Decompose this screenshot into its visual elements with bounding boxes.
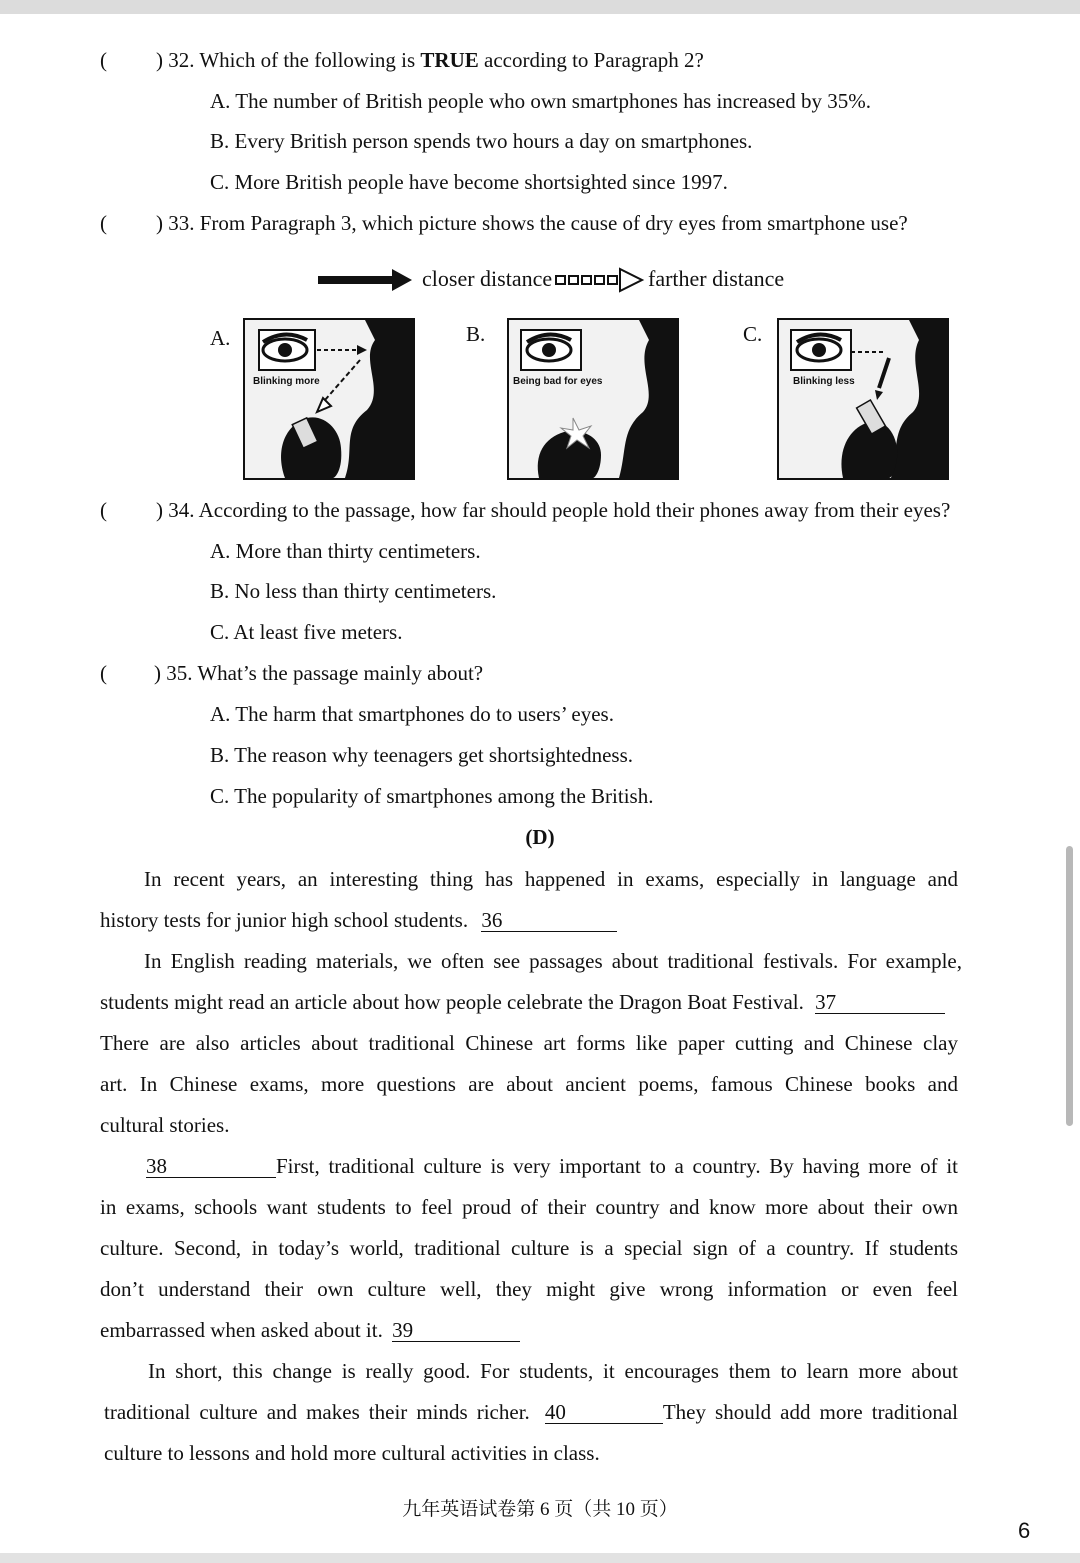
question-33-stem: ) 33. From Paragraph 3, which picture shows the cause of dry eyes from smartphone use? bbox=[156, 211, 908, 235]
picture-b-illustration bbox=[509, 320, 677, 478]
question-32-stem bbox=[156, 47, 704, 73]
passage-p2-line3: There are also articles about traditional Chinese art forms like paper cutting and Chinese clay bbox=[100, 1031, 958, 1055]
passage-p3-line5-text: embarrassed when asked about it. bbox=[100, 1318, 383, 1342]
blank-36[interactable]: 36 bbox=[481, 909, 617, 932]
picture-c[interactable] bbox=[777, 318, 949, 480]
answer-paren-32[interactable]: ( bbox=[100, 48, 107, 72]
question-34-option-c: C. At least five meters. bbox=[210, 620, 403, 644]
picture-c-illustration bbox=[779, 320, 947, 478]
page-footer: 九年英语试卷第 6 页（共 10 页） bbox=[402, 1499, 678, 1520]
question-32-option-c: C. More British people have become shortsighted since 1997. bbox=[210, 170, 728, 194]
question-34-stem: ) 34. According to the passage, how far should people hold their phones away from their eyes? bbox=[156, 498, 951, 522]
solid-arrow-icon bbox=[318, 266, 414, 294]
passage-p3-line4: don’t understand their own culture well, they might give wrong information or even feel bbox=[100, 1277, 958, 1301]
passage-p2-line1: In English reading materials, we often see passages about traditional festivals. For example, bbox=[144, 949, 962, 973]
blank-40[interactable]: 40 bbox=[545, 1401, 663, 1424]
passage-p3-line2: in exams, schools want students to feel proud of their country and know more about their own bbox=[100, 1195, 958, 1219]
passage-p3-line1 bbox=[146, 1153, 958, 1179]
passage-p4-line2b-text: They should add more traditional bbox=[662, 1400, 959, 1424]
blank-37[interactable]: 37 bbox=[815, 991, 945, 1014]
question-35-option-a: A. The harm that smartphones do to users’ eyes. bbox=[210, 702, 614, 726]
question-32-stem-pre: ) 32. Which of the following is bbox=[156, 48, 421, 72]
question-35-stem: ) 35. What’s the passage mainly about? bbox=[154, 661, 484, 685]
passage-p1-line2-text: history tests for junior high school students. bbox=[100, 908, 469, 932]
picture-c-label: C. bbox=[743, 322, 763, 346]
passage-p3-line5 bbox=[100, 1317, 958, 1343]
picture-a-illustration bbox=[245, 320, 413, 478]
scrollbar[interactable] bbox=[1066, 846, 1073, 1126]
passage-p2-line2-text: students might read an article about how people celebrate the Dragon Boat Festival. bbox=[100, 990, 804, 1014]
picture-b-label: B. bbox=[466, 322, 486, 346]
question-34-option-a: A. More than thirty centimeters. bbox=[210, 539, 481, 563]
dotted-arrow-icon bbox=[554, 266, 646, 294]
question-32-option-b: B. Every British person spends two hours a day on smartphones. bbox=[210, 129, 753, 153]
picture-b[interactable] bbox=[507, 318, 679, 480]
passage-p1-line1: In recent years, an interesting thing has happened in exams, especially in language and bbox=[144, 867, 958, 891]
legend-farther-distance: farther distance bbox=[648, 266, 785, 291]
passage-p4-line2-text: traditional culture and makes their minds richer. bbox=[104, 1400, 530, 1424]
picture-a[interactable] bbox=[243, 318, 415, 480]
answer-paren-35[interactable]: ( bbox=[100, 661, 107, 685]
question-34-option-b: B. No less than thirty centimeters. bbox=[210, 579, 497, 603]
picture-c-caption: Blinking less bbox=[793, 376, 855, 387]
passage-p2-line5: cultural stories. bbox=[100, 1113, 230, 1137]
question-32-option-a: A. The number of British people who own smartphones has increased by 35%. bbox=[210, 89, 871, 113]
passage-p3-line1-text: First, traditional culture is very important to a country. By having more of it bbox=[276, 1154, 958, 1178]
page-number: 6 bbox=[1018, 1518, 1031, 1543]
question-35-option-b: B. The reason why teenagers get shortsightedness. bbox=[210, 743, 634, 767]
picture-a-label: A. bbox=[210, 326, 231, 350]
picture-b-caption: Being bad for eyes bbox=[513, 376, 603, 387]
bottom-bar bbox=[0, 1553, 1080, 1563]
passage-p2-line4: art. In Chinese exams, more questions are about ancient poems, famous Chinese books and bbox=[100, 1072, 958, 1096]
picture-a-caption: Blinking more bbox=[253, 376, 320, 387]
top-bar bbox=[0, 0, 1080, 14]
section-heading: (D) bbox=[525, 825, 555, 849]
question-32-stem-post: according to Paragraph 2? bbox=[478, 48, 704, 72]
blank-38[interactable]: 38 bbox=[146, 1155, 276, 1178]
blank-39[interactable]: 39 bbox=[392, 1319, 520, 1342]
answer-paren-33[interactable]: ( bbox=[100, 211, 107, 235]
passage-p4-line2 bbox=[104, 1399, 958, 1425]
answer-paren-34[interactable]: ( bbox=[100, 498, 107, 522]
legend-closer-distance: closer distance bbox=[422, 266, 553, 291]
passage-p1-line2 bbox=[100, 907, 958, 933]
question-32-stem-bold: TRUE bbox=[420, 48, 479, 72]
passage-p3-line3: culture. Second, in today’s world, traditional culture is a special sign of a country. If students bbox=[100, 1236, 958, 1260]
passage-p4-line1: In short, this change is really good. For students, it encourages them to learn more about bbox=[148, 1359, 958, 1383]
passage-p4-line3: culture to lessons and hold more cultural activities in class. bbox=[104, 1441, 600, 1465]
passage-p2-line2 bbox=[100, 989, 958, 1015]
question-35-option-c: C. The popularity of smartphones among the British. bbox=[210, 784, 654, 808]
